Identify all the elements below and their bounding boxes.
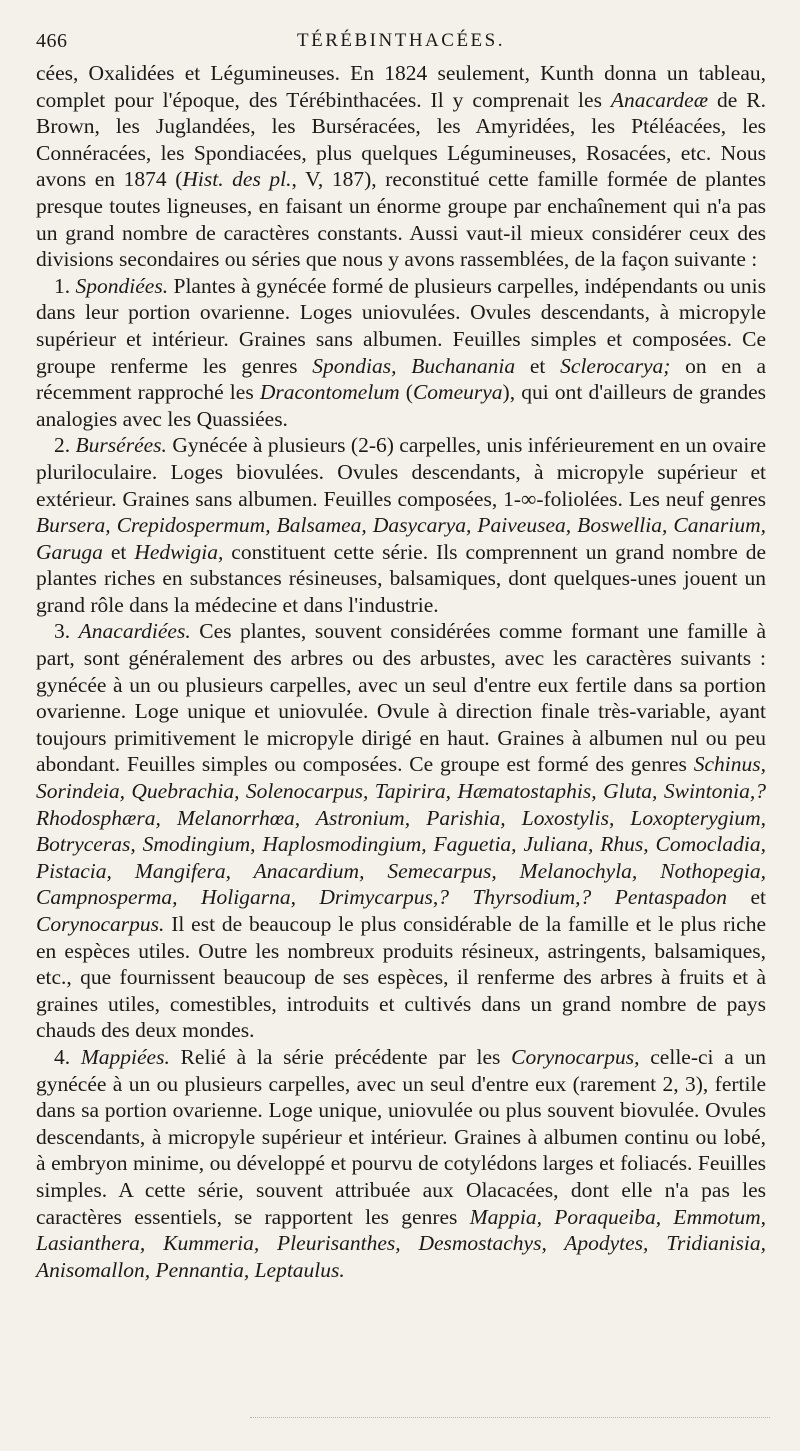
section-number: 1. [54, 273, 76, 298]
italic-run: Anacardeæ [610, 87, 709, 112]
text-run: on en a récemment rapproché les [36, 353, 766, 405]
italic-run: Sclerocarya; [560, 353, 671, 378]
section-number: 4. [54, 1044, 81, 1069]
text-run: ), qui ont d'ailleurs de grandes analogies avec les Quassiées. [36, 380, 766, 431]
section-title: Bursérées. [75, 433, 167, 458]
footer-rule [250, 1417, 770, 1419]
section-number: 3. [54, 619, 79, 644]
italic-run: Spondias, Buchanania [312, 353, 516, 378]
text-run: Gynécée à plusieurs (2-6) carpelles, unis inférieurement en un ovaire pluriloculaire. Loges biovulées. Ovules descendants, à micropyle supérieur et extérieur. Graines sans albumen. Feuilles composées, 1-∞-foliolées. Les neuf genres [36, 433, 766, 511]
text-run: Il est de beaucoup le plus considérable de la famille et le plus riche en espèces utiles. Outre les nombreux produits résineux, astringents, balsamiques, etc., que fournissent beaucoup de ses espèces, il renferme des arbres à fruits et à graines utiles, comestibles, introduits et cultivés dans un grand nombre de pays chauds des deux mondes. [36, 912, 766, 1043]
section-title: Anacardiées. [78, 619, 191, 644]
running-head: TÉRÉBINTHACÉES. [297, 30, 505, 51]
section-title: Mappiées. [80, 1044, 170, 1069]
italic-run: Hedwigia, [134, 539, 224, 564]
text-run: celle-ci a un gynécée à un ou plusieurs carpelles, avec un seul d'entre eux (rarement 2, 3), fertile dans sa portion ovarienne. Loge unique, uniovulée ou plus souvent biovulée. Ovules descendants, à micropyle supérieur et intérieur. Graines à albumen continu ou lobé, à embryon minime, ou développé et pourvu de cotylédons larges et foliacés. Feuilles simples. A cette série, souvent attribuée aux Olacacées, dont elle n'a pas les caractères essentiels, se rapportent les genres [36, 1044, 767, 1229]
document-page [36, 22, 766, 1283]
text-run: de R. Brown, les Juglandées, les Burséracées, les Amyridées, les Ptéléacées, les Connéracées, les Spondiacées, plus quelques Légumineuses, Rosacées, etc. Nous avons en 1874 ( [36, 87, 766, 192]
italic-run: Schinus, Sorindeia, Quebrachia, Solenocarpus, Tapirira, Hæmatostaphis, Gluta, Swintonia,? Rhodosphæra, Melanorrhœa, Astronium, Parishia, Loxostylis, Loxopterygium, Botryceras, Smodingium, Haplosmodingium, Faguetia, Juliana, Rhus, Comocladia, Pistacia, Mangifera, Anacardium, Semecarpus, Melanochyla, Nothopegia, Campnosperma, Holigarna, Drimycarpus,? Thyrsodium,? Pentaspadon [36, 752, 766, 910]
section-number: 2. [54, 433, 76, 458]
paragraph-spondiees [36, 273, 766, 433]
italic-run: Corynocarpus. [36, 912, 165, 936]
page-number: 466 [36, 30, 68, 52]
text-run: Plantes à gynécée formé de plusieurs carpelles, indépendants ou unis dans leur portion ovarienne. Loges uniovulées. Ovules descendants, à micropyle supérieur et intérieur. Graines sans albumen. Feuilles simples et composées. Ce groupe renferme les genres [36, 273, 766, 378]
italic-run: Dracontomelum [259, 380, 400, 405]
text-run: ( [399, 380, 413, 405]
paragraph-intro [36, 60, 766, 273]
text-run: , V, 187), reconstitué cette famille formée de plantes presque toutes ligneuses, en faisant un énorme groupe par enchaînement qui n'a pas un grand nombre de caractères constants. Aussi vaut-il mieux considérer ceux des divisions secondaires ou séries que nous y avons rassemblées, de la façon suivante : [36, 167, 766, 272]
italic-run: Corynocarpus, [511, 1044, 640, 1069]
text-run: cées, Oxalidées et Légumineuses. En 1824 seulement, Kunth donna un tableau, complet pour l'époque, des Térébinthacées. Il y comprenait les [36, 61, 766, 112]
paragraph-anacardiees [36, 618, 766, 1044]
text-run: et [727, 885, 766, 910]
page-header [36, 22, 766, 52]
section-title: Spondiées. [75, 273, 169, 298]
text-run: constituent cette série. Ils comprennent un grand nombre de plantes riches en substances résineuses, balsamiques, dont quelques-unes jouent un grand rôle dans la médecine et dans l'industrie. [36, 539, 766, 617]
text-run: Ces plantes, souvent considérées comme formant une famille à part, sont généralement des arbres ou des arbustes, avec les caractères suivants : gynécée à un ou plusieurs carpelles, avec un seul d'entre eux fertile dans sa portion ovarienne. Loge unique et uniovulée. Ovule à direction finale très-variable, ayant toujours primitivement le micropyle dirigé en haut. Graines à albumen nul ou peu abondant. Feuilles simples ou composées. Ce groupe est formé des genres [36, 619, 766, 777]
text-run: et [515, 353, 561, 378]
text-run: et [102, 539, 135, 564]
italic-run: Bursera, Crepidospermum, Balsamea, Dasycarya, Paiveusea, Boswellia, Canarium, Garuga [36, 513, 766, 564]
paragraph-mappiees [36, 1044, 766, 1283]
italic-run: Comeurya [412, 380, 503, 405]
paragraph-burserees [36, 432, 766, 618]
italic-run: Hist. des pl. [182, 167, 292, 192]
italic-run: Mappia, Poraqueiba, Emmotum, Lasianthera, Kummeria, Pleurisanthes, Desmostachys, Apodytes, Tridianisia, Anisomallon, Pennantia, Leptaulus. [36, 1204, 766, 1282]
text-run: Relié à la série précédente par les [169, 1044, 512, 1069]
